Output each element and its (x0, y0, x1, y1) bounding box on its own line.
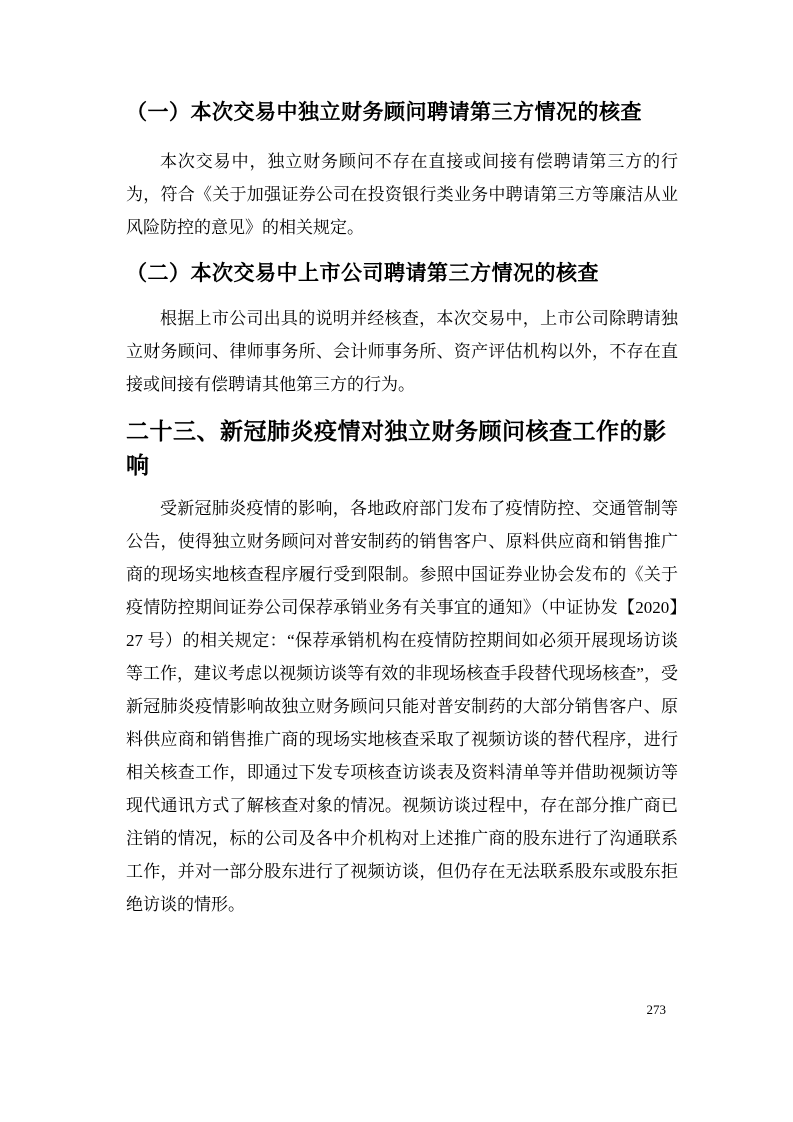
subsection-heading-2: （二）本次交易中上市公司聘请第三方情况的核查 (126, 262, 599, 285)
paragraph-listed-company-check: 根据上市公司出具的说明并经核查，本次交易中，上市公司除聘请独立财务顾问、律师事务所、会计师事务所、资产评估机构以外，不存在直接或间接有偿聘请其他第三方的行为。 (126, 309, 678, 394)
section-heading-23: 二十三、新冠肺炎疫情对独立财务顾问核查工作的影响 (126, 418, 667, 478)
paragraph-independent-advisor-check: 本次交易中，独立财务顾问不存在直接或间接有偿聘请第三方的行为，符合《关于加强证券公司在投资银行类业务中聘请第三方等廉洁从业风险防控的意见》的相关规定。 (126, 152, 678, 237)
paragraph-covid-impact: 受新冠肺炎疫情的影响，各地政府部门发布了疫情防控、交通管制等公告，使得独立财务顾问对普安制药的销售客户、原料供应商和销售推广商的现场实地核查程序履行受到限制。参照中国证券业协会发布的《关于疫情防控期间证券公司保荐承销业务有关事宜的通知》（中证协发【2020】27 号）的相关规定：“保荐承销机构在疫情防控期间如必须开展现场访谈等工作，建议考虑以视频访谈等有效的非现场核查手段替代现场核查”，受新冠肺炎疫情影响故独立财务顾问只能对普安制药的大部分销售客户、原料供应商和销售推广商的现场实地核查采取了视频访谈的替代程序，进行相关核查工作，即通过下发专项核查访谈表及资料清单等并借助视频访等现代通讯方式了解核查对象的情况。视频访谈过程中，存在部分推广商已注销的情况，标的公司及各中介机构对上述推广商的股东进行了沟通联系工作，并对一部分股东进行了视频访谈，但仍存在无法联系股东或股东拒绝访谈的情形。 (126, 499, 678, 914)
subsection-heading-1: （一）本次交易中独立财务顾问聘请第三方情况的核查 (126, 101, 642, 124)
page-number: 273 (646, 1002, 666, 1017)
